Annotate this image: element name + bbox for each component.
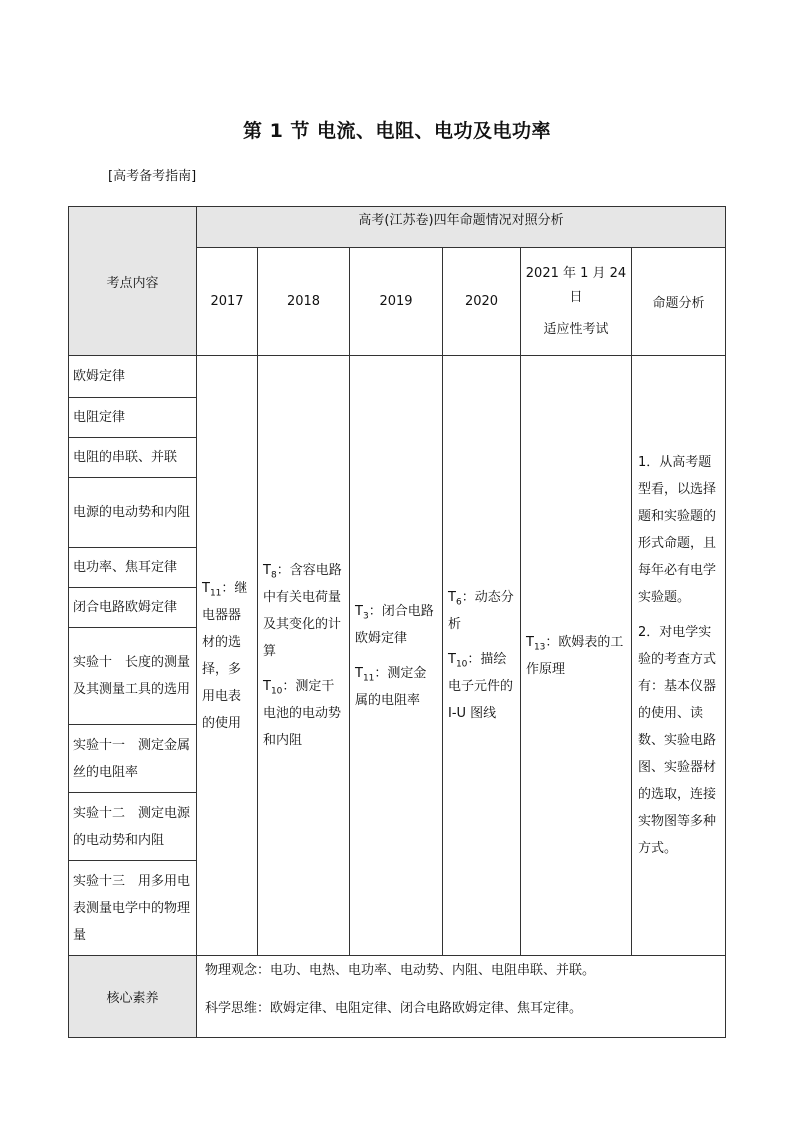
analysis-point-2: 2．对电学实验的考查方式有：基本仪器的使用、读数、实验电路图、实验器材的选取，连接实物图等多种方式。 — [638, 625, 717, 856]
cell-text: ：含容电路中有关电荷量及其变化的计算 — [263, 563, 342, 659]
cell-text: ：测定金属的电阻率 — [355, 665, 427, 708]
literacy-label: 核心素养 — [69, 956, 197, 1038]
cell-text: ：继电器器材的选择，多用电表的使用 — [202, 580, 248, 731]
special-exam-line1: 2021 年 1 月 24 — [525, 265, 627, 281]
topic-cell: 实验十 长度的测量及其测量工具的选用 — [69, 628, 197, 725]
t-sub: 11 — [362, 673, 375, 684]
year-2017-header: 2017 — [197, 248, 258, 356]
cell-2017 — [197, 356, 258, 956]
topic-cell: 实验十二 测定电源的电动势和内阻 — [69, 793, 197, 861]
cell-2018 — [258, 356, 350, 956]
topic-cell: 电阻定律 — [69, 398, 197, 438]
t-sub: 11 — [209, 588, 222, 599]
year-2020-header: 2020 — [443, 248, 521, 356]
cell-text: ：描绘电子元件的 I-U 图线 — [448, 652, 514, 721]
cell-text: ：欧姆表的工作原理 — [526, 634, 624, 677]
special-exam-line3: 适应性考试 — [543, 321, 609, 337]
analysis-point-1: 1．从高考题型看，以选择题和实验题的形式命题，且每年必有电学实验题。 — [638, 455, 717, 605]
t-sub: 10 — [455, 659, 468, 670]
topic-cell: 电源的电动势和内阻 — [69, 478, 197, 548]
super-header: 高考(江苏卷)四年命题情况对照分析 — [197, 207, 726, 248]
t-sub: 10 — [270, 686, 283, 697]
topic-cell: 闭合电路欧姆定律 — [69, 588, 197, 628]
analysis-cell — [632, 356, 726, 956]
t-label: T — [355, 665, 363, 681]
literacy-cell — [197, 956, 726, 1038]
cell-text: ：测定干电池的电动势和内阻 — [263, 679, 342, 748]
cell-text: ：闭合电路欧姆定律 — [355, 603, 434, 646]
topic-cell: 实验十一 测定金属丝的电阻率 — [69, 725, 197, 793]
page-title: 第 1 节 电流、电阻、电功及电功率 — [242, 120, 552, 142]
special-exam-line2: 日 — [569, 289, 583, 305]
year-2019-header: 2019 — [350, 248, 443, 356]
t-sub: 13 — [533, 642, 546, 653]
topic-column-header: 考点内容 — [69, 207, 197, 356]
special-exam-header — [521, 248, 632, 356]
t-label: T — [355, 603, 363, 619]
t-label: T — [263, 563, 271, 578]
topic-cell: 欧姆定律 — [69, 356, 197, 398]
section-label: [高考备考指南] — [108, 169, 197, 184]
topic-cell: 电功率、焦耳定律 — [69, 548, 197, 588]
t-sub: 8 — [270, 570, 277, 581]
literacy-line-1: 物理观念：电功、电热、电功率、电动势、内阻、电阻串联、并联。 — [205, 963, 596, 978]
analysis-header: 命题分析 — [632, 248, 726, 356]
t-label: T — [448, 590, 456, 605]
t-label: T — [448, 652, 456, 667]
t-sub: 6 — [455, 597, 462, 608]
t-label: T — [263, 679, 271, 694]
literacy-line-2: 科学思维：欧姆定律、电阻定律、闭合电路欧姆定律、焦耳定律。 — [205, 1001, 583, 1016]
topic-cell: 电阻的串联、并联 — [69, 438, 197, 478]
cell-2021 — [521, 356, 632, 956]
t-label: T — [202, 580, 210, 596]
cell-2019 — [350, 356, 443, 956]
cell-2020 — [443, 356, 521, 956]
topic-cell: 实验十三 用多用电表测量电学中的物理量 — [69, 861, 197, 956]
t-label: T — [526, 634, 534, 650]
year-2018-header: 2018 — [258, 248, 350, 356]
cell-text: ：动态分析 — [448, 590, 514, 632]
analysis-table — [68, 206, 726, 1038]
t-sub: 3 — [362, 611, 369, 622]
